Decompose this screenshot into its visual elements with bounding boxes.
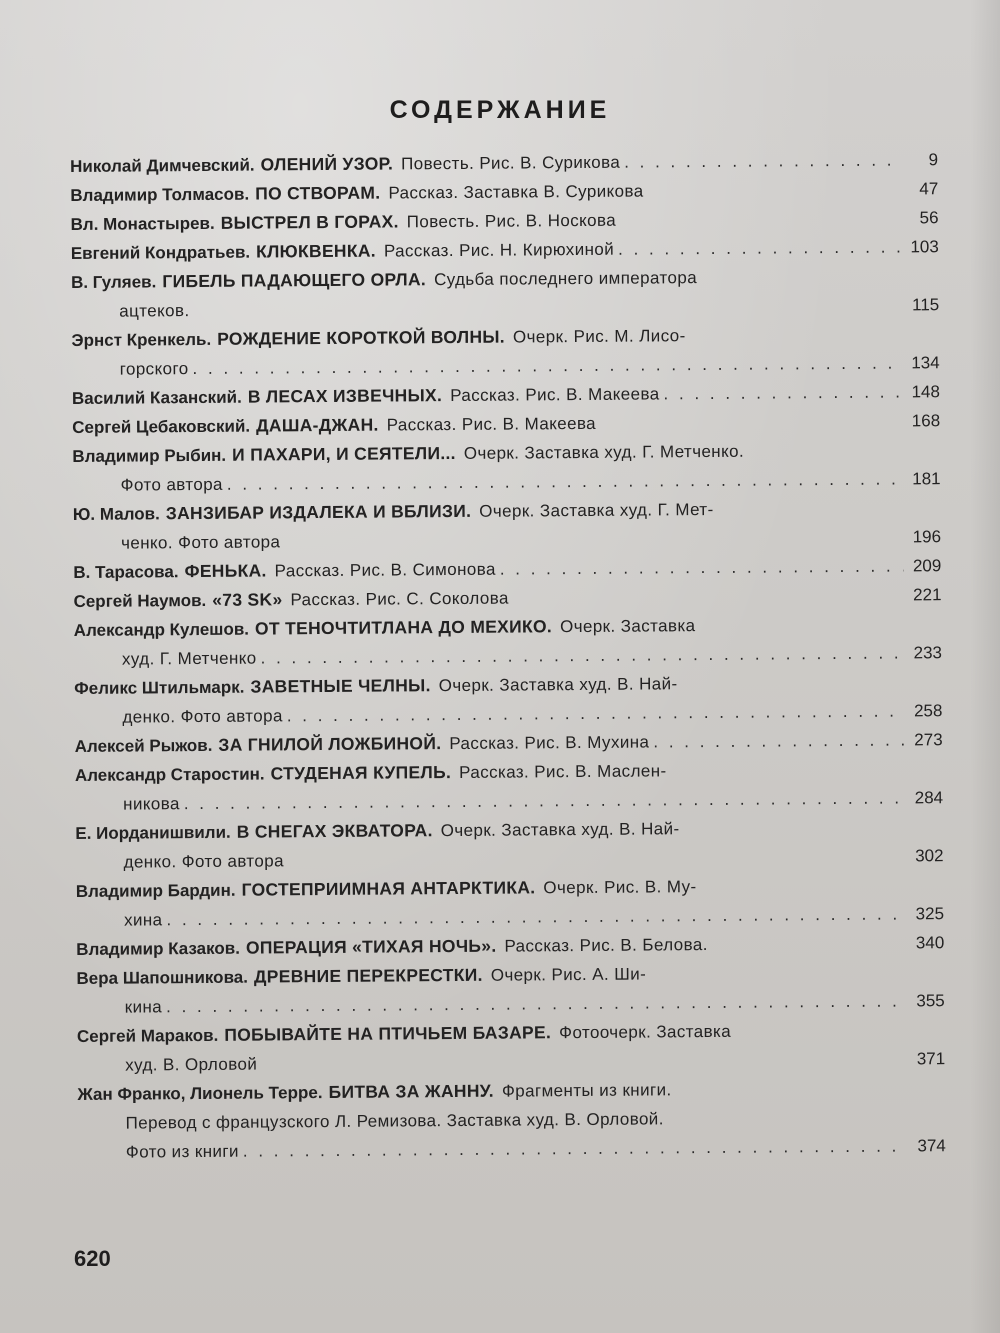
- toc-entry: [77, 1073, 946, 1167]
- entry-work-title: ФЕНЬКА.: [184, 560, 267, 582]
- entry-author: Вл. Монастырев.: [70, 213, 215, 234]
- entry-work-title: ЗАНЗИБАР ИЗДАЛЕКА И ВБЛИЗИ.: [165, 500, 472, 524]
- entry-continuation: худ. Г. Метченко: [121, 648, 257, 669]
- entry-work-title: ГИБЕЛЬ ПАДАЮЩЕГО ОРЛА.: [162, 269, 427, 292]
- entry-work-title: ЗАВЕТНЫЕ ЧЕЛНЫ.: [250, 675, 431, 697]
- entry-description: Очерк. Заставка худ. В. Най-: [440, 819, 680, 841]
- entry-description: Рассказ. Рис. В. Маслен-: [459, 761, 667, 782]
- toc-entry: [71, 319, 939, 384]
- entry-work-title: И ПАХАРИ, И СЕЯТЕЛИ...: [232, 442, 456, 465]
- entry-continuation: ацтеков.: [119, 301, 190, 321]
- entry-description: Очерк. Рис. М. Лисо-: [512, 326, 686, 347]
- toc-entry: [77, 1015, 945, 1080]
- entry-page-number: 233: [913, 643, 943, 663]
- entry-author: Е. Иорданишвили.: [75, 822, 231, 843]
- entry-continuation: Фото из книги: [125, 1141, 239, 1162]
- entry-page-number: 221: [913, 585, 942, 605]
- toc-entry: [75, 754, 943, 819]
- entry-author: Сергей Цебаковский.: [72, 416, 251, 437]
- entry-author: Ю. Малов.: [72, 504, 160, 524]
- entry-continuation: Перевод с французского Л. Ремизова. Заставка худ. В. Орловой.: [125, 1109, 664, 1133]
- entry-page-number: 374: [917, 1136, 946, 1156]
- entry-continuation: хина: [123, 910, 163, 930]
- spacer: [644, 194, 905, 196]
- entry-page-number: 284: [914, 788, 944, 808]
- entry-page-number: 47: [919, 179, 939, 199]
- entry-description: Очерк. Рис. В. Му-: [543, 877, 697, 898]
- toc-entry: [72, 435, 940, 500]
- entry-author: Василий Казанский.: [71, 387, 242, 408]
- toc-entry: [71, 261, 939, 326]
- entry-author: Владимир Рыбин.: [72, 445, 227, 466]
- entry-description: Рассказ. Рис. Н. Кирюхиной: [383, 239, 615, 261]
- entry-description: Очерк. Заставка: [559, 616, 696, 637]
- entry-continuation: горского: [119, 359, 189, 379]
- entry-description: Повесть. Рис. В. Сурикова: [401, 152, 621, 174]
- entry-description: Повесть. Рис. В. Носкова: [406, 210, 617, 232]
- entry-continuation: ченко. Фото автора: [120, 532, 281, 553]
- entry-author: Евгений Кондратьев.: [70, 242, 251, 263]
- entry-work-title: СТУДЕНАЯ КУПЕЛЬ.: [270, 762, 452, 784]
- dot-leader: [500, 551, 904, 583]
- toc-entry: [73, 493, 941, 558]
- entry-author: Вера Шапошникова.: [76, 967, 249, 988]
- entry-work-title: В СНЕГАХ ЭКВАТОРА.: [236, 820, 433, 842]
- spacer: [284, 861, 910, 866]
- toc-entry: [76, 870, 944, 935]
- entry-continuation: Фото автора: [120, 474, 223, 495]
- toc-entry: [74, 667, 942, 732]
- spacer: [596, 426, 906, 428]
- spacer: [708, 948, 910, 950]
- entry-page-number: 9: [928, 150, 939, 170]
- entry-author: Александр Кулешов.: [73, 619, 250, 640]
- entry-author: Владимир Казаков.: [76, 938, 241, 959]
- table-of-contents: [70, 145, 946, 1167]
- page-shadow: [970, 0, 1000, 1333]
- entry-page-number: 258: [913, 701, 943, 721]
- toc-entry: [75, 812, 943, 877]
- entry-work-title: ПОБЫВАЙТЕ НА ПТИЧЬЕМ БАЗАРЕ.: [224, 1022, 552, 1045]
- entry-description: Фотоочерк. Заставка: [559, 1021, 732, 1043]
- entry-description: Очерк. Заставка худ. Г. Метченко.: [463, 441, 745, 463]
- entry-page-number: 209: [912, 556, 942, 576]
- dot-leader: [653, 725, 905, 756]
- entry-author: Николай Димчевский.: [70, 155, 255, 176]
- entry-work-title: ОТ ТЕНОЧТИТЛАНА ДО МЕХИКО.: [254, 616, 553, 639]
- dot-leader: [243, 1131, 908, 1165]
- dot-leader: [663, 377, 902, 408]
- dot-leader: [624, 145, 900, 176]
- entry-description: Очерк. Заставка худ. Г. Мет-: [479, 499, 714, 521]
- entry-work-title: ОЛЕНИЙ УЗОР.: [260, 153, 394, 175]
- entry-work-title: ДРЕВНИЕ ПЕРЕКРЕСТКИ.: [253, 964, 483, 987]
- entry-description: Судьба последнего императора: [433, 268, 698, 290]
- entry-author: Владимир Толмасов.: [70, 184, 250, 205]
- entry-description: Рассказ. Рис. В. Мухина: [449, 732, 650, 754]
- entry-work-title: ВЫСТРЕЛ В ГОРАХ.: [220, 211, 399, 233]
- entry-continuation: денко. Фото автора: [123, 851, 284, 872]
- entry-page-number: 181: [912, 469, 941, 489]
- entry-work-title: КЛЮКВЕНКА.: [255, 240, 376, 262]
- entry-description: Рассказ. Рис. С. Соколова: [290, 588, 509, 610]
- entry-work-title: В ЛЕСАХ ИЗВЕЧНЫХ.: [247, 385, 443, 407]
- entry-page-number: 103: [910, 237, 939, 257]
- entry-page-number: 196: [912, 527, 942, 547]
- entry-description: Рассказ. Рис. В. Симонова: [274, 559, 496, 581]
- entry-author: Алексей Рыжов.: [74, 735, 213, 756]
- entry-page-number: 355: [916, 991, 945, 1011]
- page-number: 620: [74, 1246, 111, 1271]
- entry-continuation: кина: [124, 997, 163, 1017]
- spacer: [616, 223, 904, 225]
- entry-author: Александр Старостин.: [74, 764, 265, 785]
- entry-author: В. Гуляев.: [70, 272, 157, 292]
- entry-work-title: ЗА ГНИЛОЙ ЛОЖБИНОЙ.: [218, 733, 442, 755]
- entry-author: Сергей Наумов.: [73, 590, 207, 611]
- entry-description: Очерк. Рис. А. Ши-: [490, 964, 647, 985]
- entry-work-title: БИТВА ЗА ЖАННУ.: [328, 1080, 494, 1102]
- entry-continuation: денко. Фото автора: [122, 706, 283, 727]
- entry-author: Владимир Бардин.: [75, 880, 236, 901]
- toc-entry: [74, 609, 942, 674]
- entry-author: Феликс Штильмарк.: [74, 677, 245, 698]
- entry-work-title: ОПЕРАЦИЯ «ТИХАЯ НОЧЬ».: [245, 935, 497, 958]
- entry-work-title: ПО СТВОРАМ.: [255, 182, 381, 204]
- page-title: СОДЕРЖАНИЕ: [389, 96, 611, 124]
- entry-page-number: 148: [911, 382, 940, 402]
- entry-author: Сергей Мараков.: [76, 1025, 219, 1046]
- dot-leader: [618, 232, 901, 263]
- entry-page-number: 168: [911, 411, 941, 431]
- entry-page-number: 134: [911, 353, 940, 373]
- entry-description: Рассказ. Рис. В. Макеева: [450, 384, 660, 406]
- entry-continuation: худ. В. Орловой: [125, 1054, 258, 1075]
- entry-page-number: 56: [919, 208, 939, 228]
- entry-description: Рассказ. Рис. В. Макеева: [386, 413, 597, 435]
- spacer: [257, 1064, 911, 1069]
- entry-page-number: 273: [914, 730, 943, 750]
- entry-page-number: 325: [915, 904, 945, 924]
- spacer: [509, 600, 908, 603]
- entry-work-title: РОЖДЕНИЕ КОРОТКОЙ ВОЛНЫ.: [217, 326, 506, 349]
- entry-author: В. Тарасова.: [73, 562, 179, 582]
- entry-work-title: ДАША-ДЖАН.: [255, 414, 379, 436]
- entry-work-title: «73 SK»: [212, 589, 283, 610]
- toc-entry: [76, 957, 944, 1022]
- entry-description: Очерк. Заставка худ. В. Най-: [438, 674, 678, 696]
- entry-author: Эрнст Кренкель.: [71, 329, 212, 350]
- spacer: [190, 310, 906, 316]
- entry-work-title: ГОСТЕПРИИМНАЯ АНТАРКТИКА.: [241, 877, 536, 900]
- entry-description: Рассказ. Заставка В. Сурикова: [388, 181, 644, 203]
- entry-description: Рассказ. Рис. В. Белова.: [504, 935, 708, 956]
- entry-description: Фрагменты из книги.: [501, 1080, 672, 1101]
- entry-page-number: 115: [912, 295, 940, 315]
- entry-author: Жан Франко, Лионель Терре.: [77, 1083, 323, 1104]
- spacer: [280, 542, 907, 547]
- entry-page-number: 371: [916, 1049, 946, 1069]
- entry-page-number: 340: [915, 933, 945, 953]
- entry-page-number: 302: [915, 846, 944, 866]
- entry-continuation: никова: [123, 794, 180, 814]
